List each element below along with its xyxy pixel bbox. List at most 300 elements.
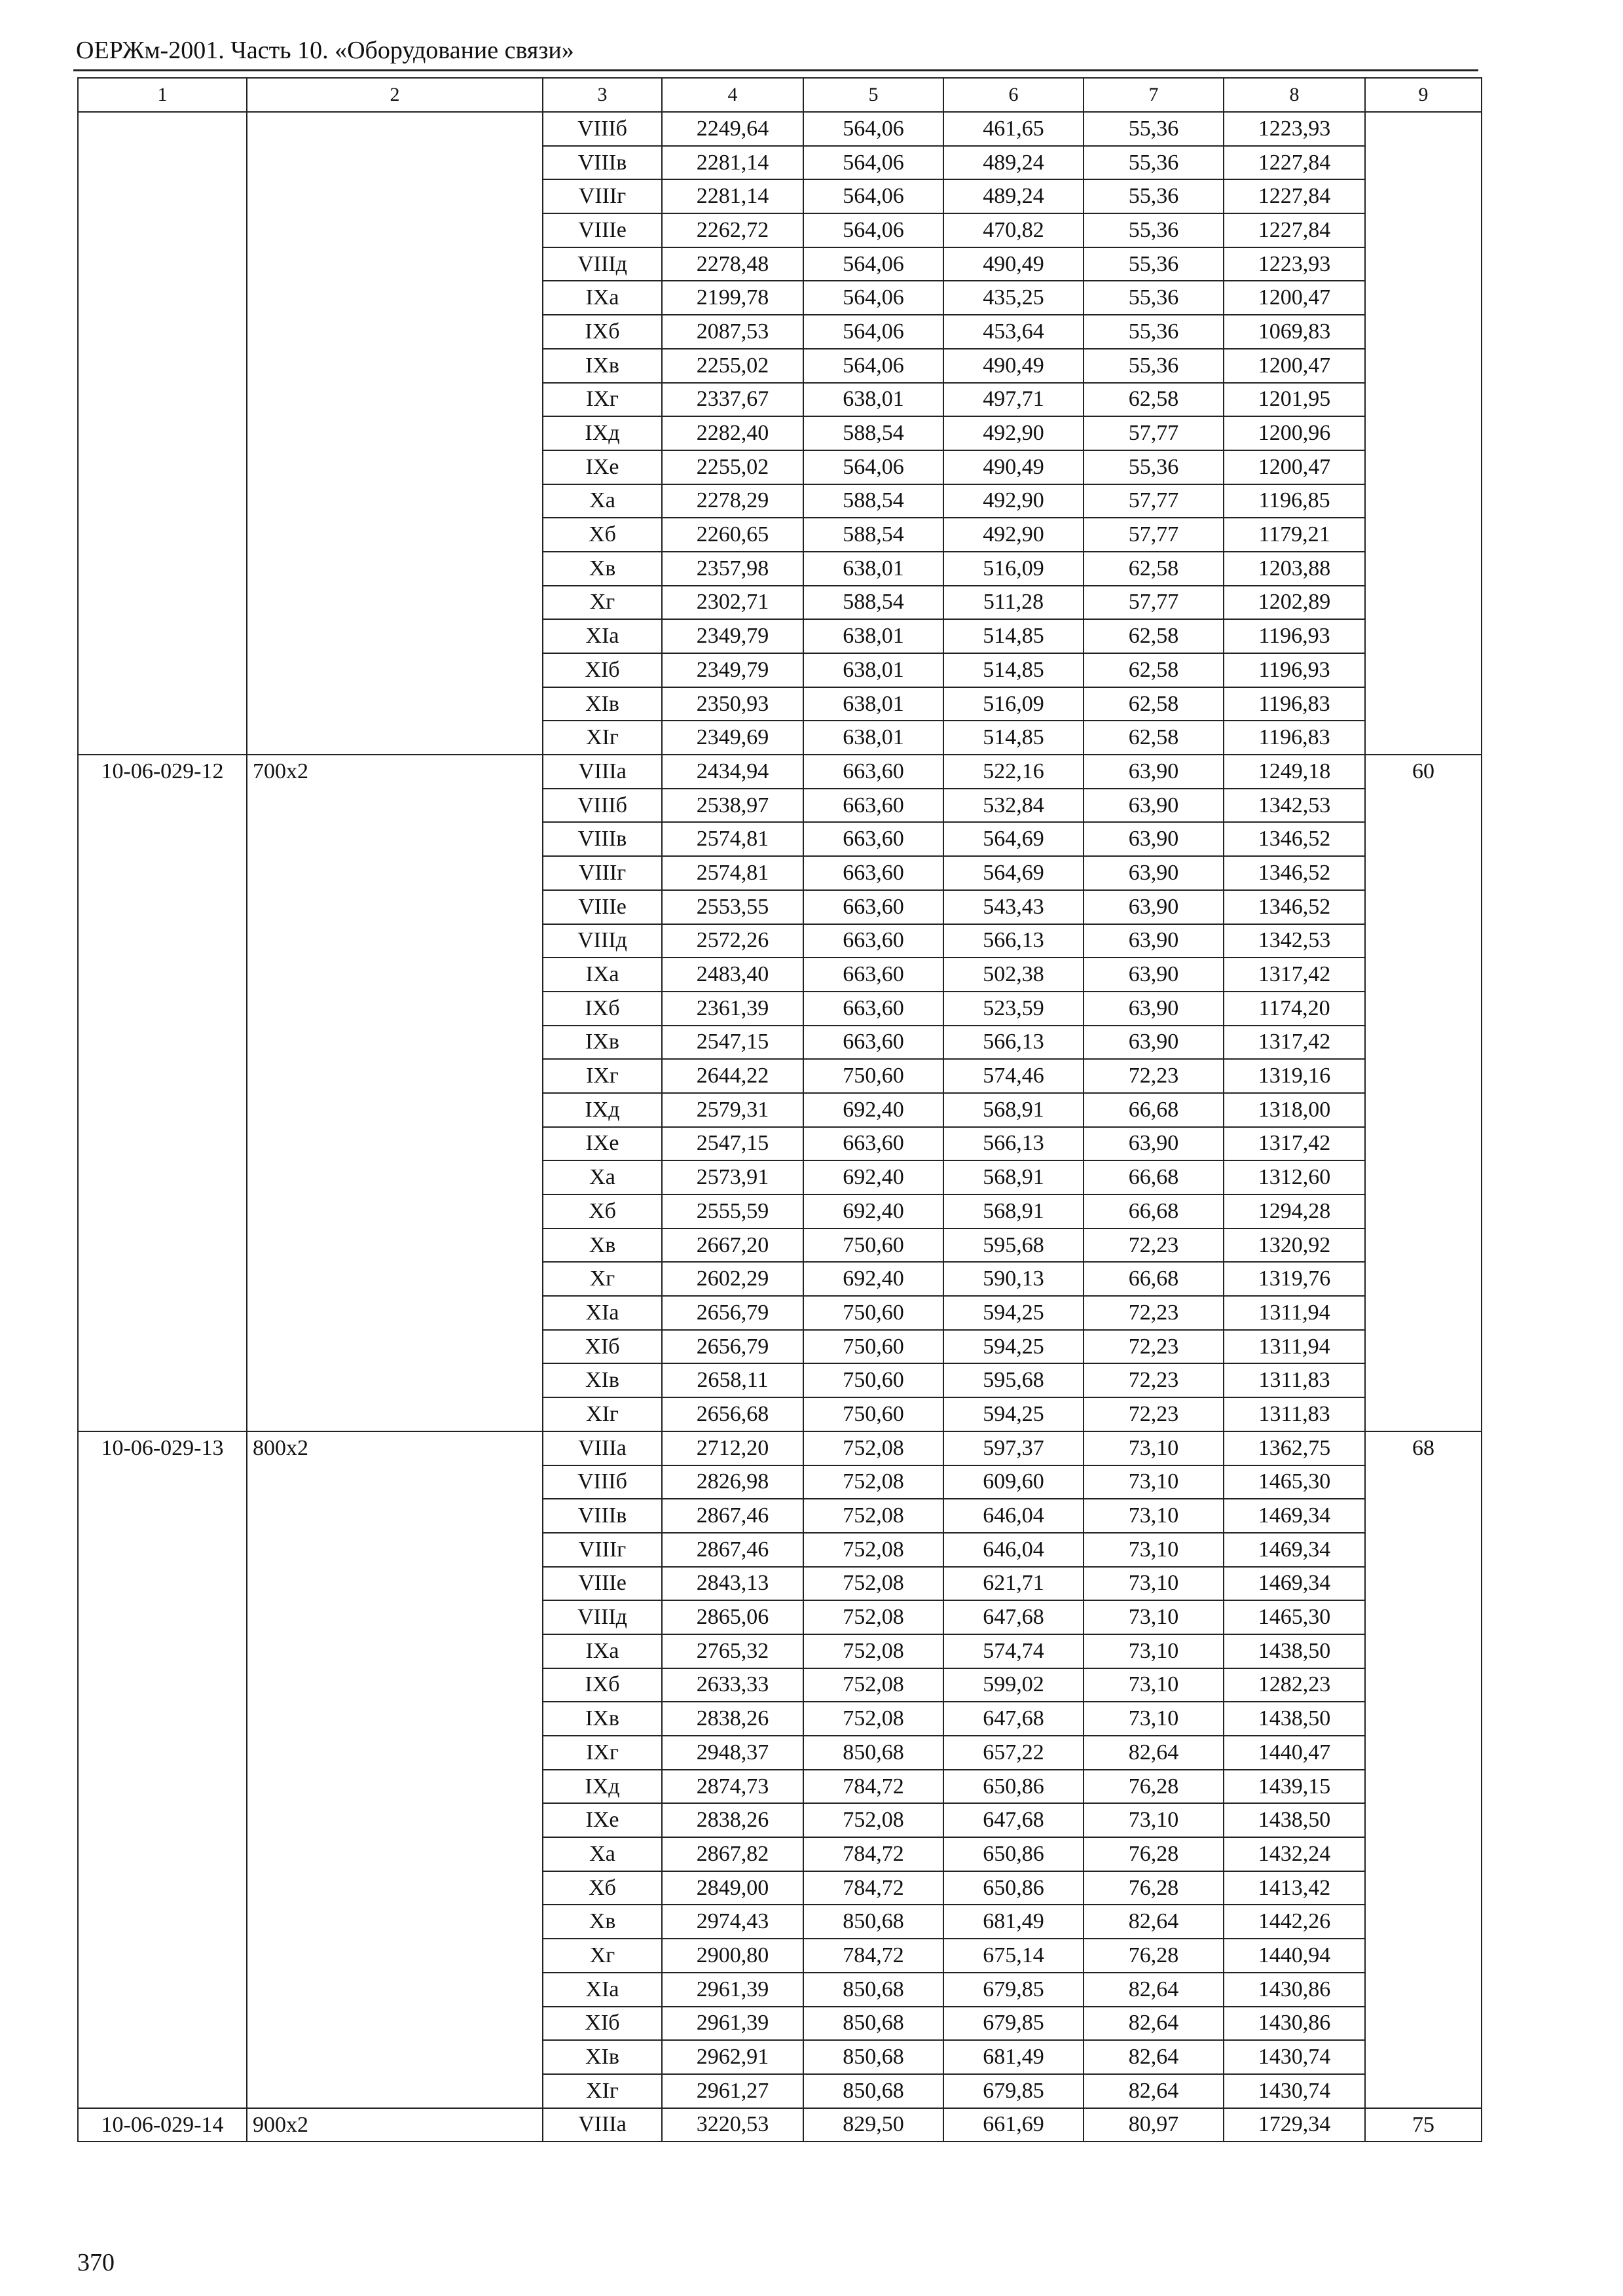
value-cell: 2260,65 [662, 518, 803, 552]
value-cell: 647,68 [943, 1600, 1084, 1634]
value-cell: 590,13 [943, 1262, 1084, 1296]
value-cell: 2349,79 [662, 619, 803, 653]
value-cell: 1249,18 [1224, 755, 1365, 789]
value-cell: 1413,42 [1224, 1871, 1365, 1905]
value-cell: 514,85 [943, 653, 1084, 687]
value-cell: 564,06 [803, 146, 943, 180]
value-cell: 2278,48 [662, 247, 803, 281]
table-row [78, 112, 1482, 146]
value-cell: 2349,69 [662, 721, 803, 755]
value-cell: 2281,14 [662, 179, 803, 213]
value-cell: 497,71 [943, 383, 1084, 417]
value-cell: 752,08 [803, 1533, 943, 1567]
value-cell: 663,60 [803, 1026, 943, 1060]
value-cell: 647,68 [943, 1702, 1084, 1736]
value-cell: 470,82 [943, 213, 1084, 247]
category-cell: VIIIв [543, 822, 662, 856]
value-cell: 595,68 [943, 1363, 1084, 1397]
value-cell: 2961,39 [662, 1973, 803, 2007]
column-9-cell: 60 [1365, 755, 1482, 1431]
value-cell: 2874,73 [662, 1770, 803, 1804]
value-cell: 82,64 [1084, 1736, 1224, 1770]
value-cell: 1430,86 [1224, 1973, 1365, 2007]
value-cell: 750,60 [803, 1363, 943, 1397]
category-cell: XIб [543, 653, 662, 687]
value-cell: 62,58 [1084, 721, 1224, 755]
size-cell: 900x2 [247, 2108, 543, 2142]
value-cell: 1311,83 [1224, 1397, 1365, 1431]
value-cell: 1311,94 [1224, 1296, 1365, 1330]
value-cell: 2547,15 [662, 1026, 803, 1060]
rate-code-cell: 10-06-029-13 [78, 1431, 247, 2108]
category-cell: VIIIг [543, 1533, 662, 1567]
value-cell: 453,64 [943, 315, 1084, 349]
category-cell: VIIIв [543, 1499, 662, 1533]
value-cell: 1200,96 [1224, 416, 1365, 450]
value-cell: 784,72 [803, 1837, 943, 1871]
value-cell: 1312,60 [1224, 1160, 1365, 1194]
value-cell: 566,13 [943, 924, 1084, 958]
rate-code-cell [78, 112, 247, 755]
table-row [78, 755, 1482, 789]
value-cell: 2961,27 [662, 2074, 803, 2108]
value-cell: 661,69 [943, 2108, 1084, 2142]
value-cell: 2255,02 [662, 450, 803, 484]
value-cell: 679,85 [943, 1973, 1084, 2007]
rates-table [77, 77, 1482, 2142]
value-cell: 829,50 [803, 2108, 943, 2142]
value-cell: 1069,83 [1224, 315, 1365, 349]
value-cell: 2555,59 [662, 1194, 803, 1229]
category-cell: XIв [543, 687, 662, 721]
value-cell: 55,36 [1084, 146, 1224, 180]
category-cell: VIIIа [543, 1431, 662, 1465]
value-cell: 543,43 [943, 890, 1084, 924]
table-header-row [78, 78, 1482, 112]
value-cell: 76,28 [1084, 1939, 1224, 1973]
value-cell: 62,58 [1084, 687, 1224, 721]
column-header: 6 [943, 78, 1084, 112]
value-cell: 63,90 [1084, 992, 1224, 1026]
value-cell: 1174,20 [1224, 992, 1365, 1026]
value-cell: 663,60 [803, 1127, 943, 1161]
category-cell: XIг [543, 721, 662, 755]
value-cell: 638,01 [803, 687, 943, 721]
value-cell: 675,14 [943, 1939, 1084, 1973]
value-cell: 73,10 [1084, 1465, 1224, 1499]
value-cell: 1311,94 [1224, 1330, 1365, 1364]
value-cell: 752,08 [803, 1803, 943, 1837]
value-cell: 1346,52 [1224, 856, 1365, 890]
value-cell: 73,10 [1084, 1668, 1224, 1702]
value-cell: 692,40 [803, 1093, 943, 1127]
value-cell: 574,74 [943, 1634, 1084, 1668]
value-cell: 73,10 [1084, 1533, 1224, 1567]
value-cell: 1227,84 [1224, 179, 1365, 213]
value-cell: 1317,42 [1224, 958, 1365, 992]
value-cell: 574,46 [943, 1059, 1084, 1093]
category-cell: IXд [543, 416, 662, 450]
value-cell: 564,06 [803, 112, 943, 146]
value-cell: 1196,93 [1224, 653, 1365, 687]
value-cell: 2281,14 [662, 146, 803, 180]
category-cell: Xа [543, 484, 662, 518]
rate-code-cell: 10-06-029-12 [78, 755, 247, 1431]
value-cell: 850,68 [803, 2074, 943, 2108]
category-cell: XIб [543, 1330, 662, 1364]
value-cell: 1440,47 [1224, 1736, 1365, 1770]
value-cell: 2867,82 [662, 1837, 803, 1871]
value-cell: 2900,80 [662, 1939, 803, 1973]
value-cell: 2765,32 [662, 1634, 803, 1668]
column-header: 1 [78, 78, 247, 112]
category-cell: Xг [543, 1939, 662, 1973]
value-cell: 1196,93 [1224, 619, 1365, 653]
value-cell: 850,68 [803, 2040, 943, 2074]
value-cell: 2572,26 [662, 924, 803, 958]
value-cell: 638,01 [803, 552, 943, 586]
value-cell: 63,90 [1084, 958, 1224, 992]
value-cell: 63,90 [1084, 789, 1224, 823]
value-cell: 752,08 [803, 1431, 943, 1465]
value-cell: 489,24 [943, 179, 1084, 213]
value-cell: 564,69 [943, 822, 1084, 856]
value-cell: 564,69 [943, 856, 1084, 890]
value-cell: 646,04 [943, 1533, 1084, 1567]
category-cell: IXг [543, 383, 662, 417]
value-cell: 850,68 [803, 1905, 943, 1939]
value-cell: 568,91 [943, 1093, 1084, 1127]
value-cell: 750,60 [803, 1397, 943, 1431]
value-cell: 63,90 [1084, 1026, 1224, 1060]
value-cell: 57,77 [1084, 484, 1224, 518]
value-cell: 522,16 [943, 755, 1084, 789]
value-cell: 1318,00 [1224, 1093, 1365, 1127]
value-cell: 492,90 [943, 416, 1084, 450]
value-cell: 514,85 [943, 619, 1084, 653]
value-cell: 82,64 [1084, 1905, 1224, 1939]
value-cell: 2278,29 [662, 484, 803, 518]
value-cell: 2357,98 [662, 552, 803, 586]
value-cell: 1201,95 [1224, 383, 1365, 417]
column-header: 2 [247, 78, 543, 112]
value-cell: 2712,20 [662, 1431, 803, 1465]
value-cell: 2656,79 [662, 1330, 803, 1364]
value-cell: 2302,71 [662, 586, 803, 620]
category-cell: VIIIа [543, 2108, 662, 2142]
value-cell: 80,97 [1084, 2108, 1224, 2142]
value-cell: 2553,55 [662, 890, 803, 924]
category-cell: IXд [543, 1093, 662, 1127]
value-cell: 784,72 [803, 1939, 943, 1973]
value-cell: 2349,79 [662, 653, 803, 687]
value-cell: 511,28 [943, 586, 1084, 620]
value-cell: 595,68 [943, 1229, 1084, 1263]
category-cell: VIIIд [543, 924, 662, 958]
value-cell: 523,59 [943, 992, 1084, 1026]
value-cell: 1346,52 [1224, 890, 1365, 924]
value-cell: 2199,78 [662, 281, 803, 315]
value-cell: 2574,81 [662, 822, 803, 856]
category-cell: Xв [543, 552, 662, 586]
value-cell: 63,90 [1084, 822, 1224, 856]
table-row [78, 1431, 1482, 1465]
category-cell: VIIIб [543, 1465, 662, 1499]
category-cell: XIа [543, 619, 662, 653]
page-header-title: ОЕРЖм-2001. Часть 10. «Оборудование связи» [76, 37, 574, 64]
value-cell: 650,86 [943, 1770, 1084, 1804]
value-cell: 1200,47 [1224, 450, 1365, 484]
value-cell: 1179,21 [1224, 518, 1365, 552]
category-cell: Xб [543, 1194, 662, 1229]
value-cell: 1469,34 [1224, 1567, 1365, 1601]
value-cell: 2961,39 [662, 2007, 803, 2041]
category-cell: VIIIе [543, 1567, 662, 1601]
value-cell: 1227,84 [1224, 213, 1365, 247]
value-cell: 82,64 [1084, 1973, 1224, 2007]
category-cell: XIб [543, 2007, 662, 2041]
value-cell: 588,54 [803, 518, 943, 552]
column-header: 7 [1084, 78, 1224, 112]
value-cell: 663,60 [803, 822, 943, 856]
value-cell: 1438,50 [1224, 1634, 1365, 1668]
value-cell: 1442,26 [1224, 1905, 1365, 1939]
value-cell: 1440,94 [1224, 1939, 1365, 1973]
value-cell: 599,02 [943, 1668, 1084, 1702]
category-cell: IXг [543, 1736, 662, 1770]
rate-code-cell: 10-06-029-14 [78, 2108, 247, 2142]
value-cell: 82,64 [1084, 2040, 1224, 2074]
size-cell: 800x2 [247, 1431, 543, 2108]
value-cell: 1729,34 [1224, 2108, 1365, 2142]
value-cell: 663,60 [803, 755, 943, 789]
value-cell: 750,60 [803, 1059, 943, 1093]
category-cell: IXа [543, 958, 662, 992]
value-cell: 1342,53 [1224, 924, 1365, 958]
value-cell: 490,49 [943, 450, 1084, 484]
value-cell: 750,60 [803, 1296, 943, 1330]
value-cell: 1223,93 [1224, 247, 1365, 281]
value-cell: 2849,00 [662, 1871, 803, 1905]
value-cell: 66,68 [1084, 1093, 1224, 1127]
value-cell: 2656,79 [662, 1296, 803, 1330]
value-cell: 516,09 [943, 552, 1084, 586]
value-cell: 650,86 [943, 1871, 1084, 1905]
value-cell: 2843,13 [662, 1567, 803, 1601]
value-cell: 2361,39 [662, 992, 803, 1026]
value-cell: 2574,81 [662, 856, 803, 890]
category-cell: XIв [543, 2040, 662, 2074]
value-cell: 502,38 [943, 958, 1084, 992]
value-cell: 647,68 [943, 1803, 1084, 1837]
value-cell: 638,01 [803, 721, 943, 755]
value-cell: 646,04 [943, 1499, 1084, 1533]
value-cell: 73,10 [1084, 1803, 1224, 1837]
value-cell: 490,49 [943, 247, 1084, 281]
table-row [78, 2108, 1482, 2142]
value-cell: 657,22 [943, 1736, 1084, 1770]
value-cell: 564,06 [803, 247, 943, 281]
value-cell: 564,06 [803, 213, 943, 247]
value-cell: 752,08 [803, 1600, 943, 1634]
value-cell: 76,28 [1084, 1871, 1224, 1905]
value-cell: 663,60 [803, 856, 943, 890]
value-cell: 66,68 [1084, 1194, 1224, 1229]
value-cell: 73,10 [1084, 1431, 1224, 1465]
category-cell: Xа [543, 1160, 662, 1194]
value-cell: 1200,47 [1224, 281, 1365, 315]
value-cell: 1203,88 [1224, 552, 1365, 586]
value-cell: 55,36 [1084, 247, 1224, 281]
value-cell: 2948,37 [662, 1736, 803, 1770]
value-cell: 2633,33 [662, 1668, 803, 1702]
column-9-cell: 68 [1365, 1431, 1482, 2108]
category-cell: IXб [543, 992, 662, 1026]
category-cell: VIIIе [543, 213, 662, 247]
value-cell: 2434,94 [662, 755, 803, 789]
value-cell: 489,24 [943, 146, 1084, 180]
value-cell: 72,23 [1084, 1363, 1224, 1397]
category-cell: Xг [543, 1262, 662, 1296]
value-cell: 62,58 [1084, 653, 1224, 687]
value-cell: 1319,76 [1224, 1262, 1365, 1296]
value-cell: 1200,47 [1224, 349, 1365, 383]
value-cell: 2867,46 [662, 1499, 803, 1533]
value-cell: 609,60 [943, 1465, 1084, 1499]
value-cell: 784,72 [803, 1871, 943, 1905]
category-cell: VIIIг [543, 179, 662, 213]
value-cell: 1282,23 [1224, 1668, 1365, 1702]
value-cell: 1223,93 [1224, 112, 1365, 146]
category-cell: IXб [543, 1668, 662, 1702]
value-cell: 566,13 [943, 1127, 1084, 1161]
value-cell: 1469,34 [1224, 1499, 1365, 1533]
value-cell: 750,60 [803, 1229, 943, 1263]
value-cell: 752,08 [803, 1668, 943, 1702]
column-9-cell: 75 [1365, 2108, 1482, 2142]
value-cell: 564,06 [803, 349, 943, 383]
value-cell: 66,68 [1084, 1160, 1224, 1194]
value-cell: 73,10 [1084, 1600, 1224, 1634]
value-cell: 2867,46 [662, 1533, 803, 1567]
category-cell: VIIIб [543, 112, 662, 146]
page-number: 370 [77, 2249, 115, 2276]
category-cell: Xа [543, 1837, 662, 1871]
category-cell: Xв [543, 1229, 662, 1263]
value-cell: 2262,72 [662, 213, 803, 247]
value-cell: 62,58 [1084, 619, 1224, 653]
value-cell: 750,60 [803, 1330, 943, 1364]
category-cell: IXа [543, 1634, 662, 1668]
value-cell: 55,36 [1084, 349, 1224, 383]
category-cell: XIа [543, 1296, 662, 1330]
value-cell: 461,65 [943, 112, 1084, 146]
category-cell: XIг [543, 1397, 662, 1431]
category-cell: XIв [543, 1363, 662, 1397]
value-cell: 1294,28 [1224, 1194, 1365, 1229]
value-cell: 63,90 [1084, 856, 1224, 890]
value-cell: 1202,89 [1224, 586, 1365, 620]
value-cell: 1469,34 [1224, 1533, 1365, 1567]
value-cell: 568,91 [943, 1160, 1084, 1194]
category-cell: Xб [543, 518, 662, 552]
value-cell: 1342,53 [1224, 789, 1365, 823]
category-cell: Xб [543, 1871, 662, 1905]
value-cell: 638,01 [803, 619, 943, 653]
value-cell: 594,25 [943, 1330, 1084, 1364]
value-cell: 594,25 [943, 1296, 1084, 1330]
value-cell: 566,13 [943, 1026, 1084, 1060]
size-cell [247, 112, 543, 755]
value-cell: 55,36 [1084, 112, 1224, 146]
value-cell: 2087,53 [662, 315, 803, 349]
value-cell: 57,77 [1084, 416, 1224, 450]
value-cell: 588,54 [803, 586, 943, 620]
value-cell: 73,10 [1084, 1499, 1224, 1533]
category-cell: VIIIд [543, 1600, 662, 1634]
value-cell: 663,60 [803, 789, 943, 823]
value-cell: 568,91 [943, 1194, 1084, 1229]
value-cell: 663,60 [803, 992, 943, 1026]
category-cell: VIIIб [543, 789, 662, 823]
value-cell: 2602,29 [662, 1262, 803, 1296]
category-cell: IXб [543, 315, 662, 349]
value-cell: 588,54 [803, 416, 943, 450]
value-cell: 82,64 [1084, 2007, 1224, 2041]
value-cell: 681,49 [943, 1905, 1084, 1939]
value-cell: 621,71 [943, 1567, 1084, 1601]
value-cell: 1465,30 [1224, 1465, 1365, 1499]
value-cell: 564,06 [803, 281, 943, 315]
value-cell: 2538,97 [662, 789, 803, 823]
value-cell: 63,90 [1084, 924, 1224, 958]
value-cell: 73,10 [1084, 1702, 1224, 1736]
value-cell: 1311,83 [1224, 1363, 1365, 1397]
value-cell: 2962,91 [662, 2040, 803, 2074]
column-header: 4 [662, 78, 803, 112]
value-cell: 55,36 [1084, 213, 1224, 247]
value-cell: 692,40 [803, 1262, 943, 1296]
category-cell: IXа [543, 281, 662, 315]
category-cell: IXе [543, 1127, 662, 1161]
value-cell: 638,01 [803, 383, 943, 417]
value-cell: 492,90 [943, 518, 1084, 552]
category-cell: VIIIд [543, 247, 662, 281]
value-cell: 2656,68 [662, 1397, 803, 1431]
value-cell: 2547,15 [662, 1127, 803, 1161]
value-cell: 82,64 [1084, 2074, 1224, 2108]
value-cell: 594,25 [943, 1397, 1084, 1431]
value-cell: 2483,40 [662, 958, 803, 992]
value-cell: 55,36 [1084, 281, 1224, 315]
value-cell: 516,09 [943, 687, 1084, 721]
value-cell: 514,85 [943, 721, 1084, 755]
value-cell: 752,08 [803, 1702, 943, 1736]
value-cell: 73,10 [1084, 1567, 1224, 1601]
value-cell: 2667,20 [662, 1229, 803, 1263]
category-cell: VIIIе [543, 890, 662, 924]
category-cell: IXе [543, 450, 662, 484]
value-cell: 1319,16 [1224, 1059, 1365, 1093]
value-cell: 2337,67 [662, 383, 803, 417]
value-cell: 1439,15 [1224, 1770, 1365, 1804]
category-cell: VIIIа [543, 755, 662, 789]
value-cell: 1317,42 [1224, 1127, 1365, 1161]
value-cell: 663,60 [803, 958, 943, 992]
value-cell: 57,77 [1084, 586, 1224, 620]
value-cell: 1196,83 [1224, 721, 1365, 755]
value-cell: 564,06 [803, 450, 943, 484]
